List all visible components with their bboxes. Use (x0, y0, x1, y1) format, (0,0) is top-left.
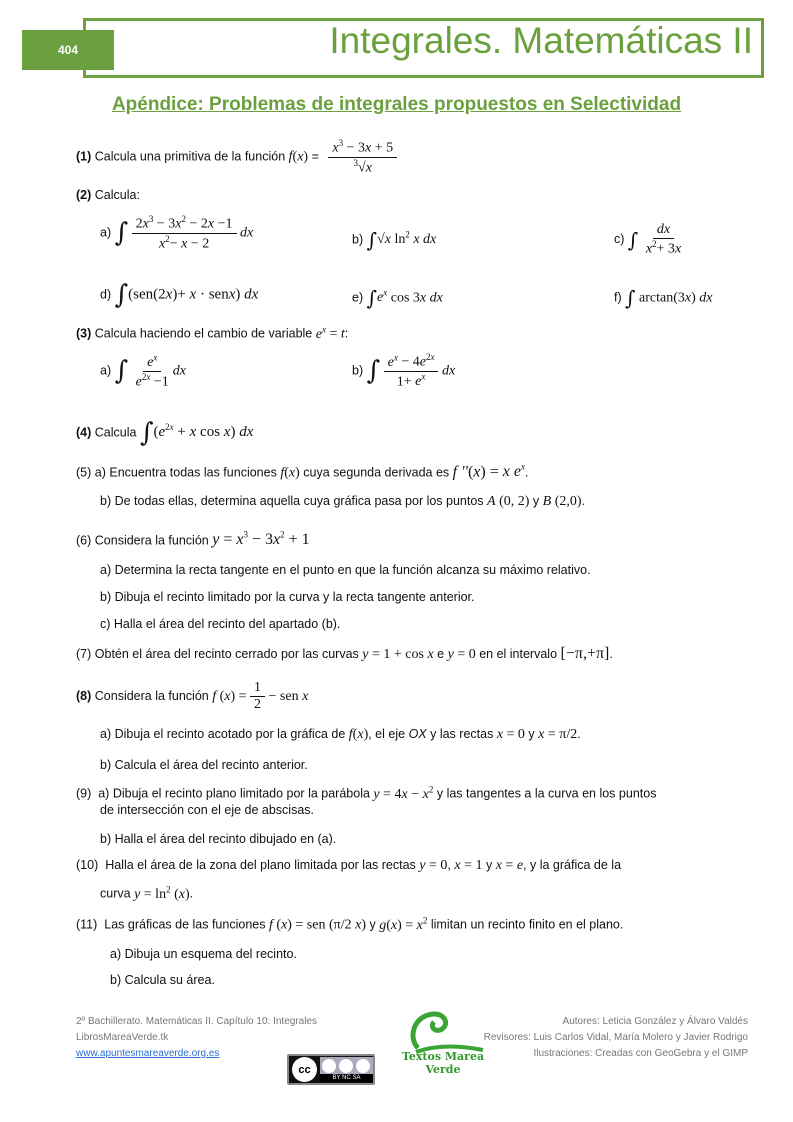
problem-2: (2) Calcula: (76, 188, 140, 202)
nc-icon (339, 1059, 353, 1073)
marea-verde-logo: Textos Marea Verde (388, 1008, 498, 1070)
problem-11: (11) Las gráficas de las funciones f (x) = sen (π/2 x) y $g(x) = x^2$ limitan un recinto finito en el plano. (76, 915, 624, 933)
problem-3a: a) ∫ $\frac{e^x}{e^{2x} -1}$ dx (100, 352, 186, 390)
problem-2d: d) ∫(sen(2x)+ x · senx) dx (100, 280, 259, 310)
problem-9a: (9) a) Dibuja el recinto plano limitado por la parábola $y = 4x - x^2$ y las tangentes a la curva en los puntos (76, 784, 657, 802)
problem-11a: a) Dibuja un esquema del recinto. (110, 947, 297, 961)
problem-10-cont: curva $y = \ln^2 (x)$. (100, 884, 194, 902)
cc-license-badge: cc BY NC SA (287, 1054, 375, 1085)
problem-6b: b) Dibuja el recinto limitado por la curva y la recta tangente anterior. (100, 590, 475, 604)
section-title: Apéndice: Problemas de integrales propuestos en Selectividad (111, 94, 682, 115)
problem-6a: a) Determina la recta tangente en el punto en que la función alcanza su máximo relativo. (100, 563, 591, 577)
problem-2b: b) ∫√x $\ln^2 x$ dx (352, 228, 437, 252)
by-icon (322, 1059, 336, 1073)
problem-4: (4) Calcula $\int(e^{2x} + x$ cos x) dx (76, 418, 254, 448)
website-link[interactable]: www.apuntesmareaverde.org.es (76, 1048, 220, 1059)
problem-10: (10) Halla el área de la zona del plano limitada por las rectas y = 0, x = 1 y x = e, y la gráfica de la (76, 858, 622, 873)
problem-6c: c) Halla el área del recinto del apartado (b). (100, 617, 341, 631)
problem-1: (1) Calcula una primitiva de la función f(x) = $\frac{x^3 - 3x + 5}{^3√x}$ (76, 138, 397, 176)
sa-icon (356, 1059, 370, 1073)
problem-6: (6) Considera la función $y = x^3 - 3x^2 + 1$ (76, 530, 310, 549)
problem-2e: e) $\int e^x$ cos 3x dx (352, 286, 443, 310)
problem-2a: a) ∫ $\frac{2x^3 - 3x^2 - 2x -1}{x^2- x - 2}$ dx (100, 214, 254, 252)
problem-3b: b) ∫ $\frac{e^x - 4e^{2x}}{1+ e^x}$ dx (352, 352, 456, 390)
problem-5b: b) De todas ellas, determina aquella cuya gráfica pasa por los puntos A (0, 2) y B (2,0). (100, 494, 586, 509)
problem-11b: b) Calcula su área. (110, 973, 215, 987)
problem-8a: a) Dibuja el recinto acotado por la gráfica de f(x), el eje OX y las rectas x = 0 y x = π/2. (100, 727, 581, 742)
problem-9a-cont: de intersección con el eje de abscisas. (100, 803, 315, 817)
page-title: Integrales. Matemáticas II (329, 20, 753, 61)
footer-right: Autores: Leticia González y Álvaro Valdés Revisores: Luis Carlos Vidal, María Molero y Javier Rodrigo Ilustraciones: Creadas con GeoGebra y el GIMP (483, 1016, 748, 1059)
footer-left: 2º Bachillerato. Matemáticas II. Capítulo 10: Integrales LibrosMareaVerde.tk www.apuntesmareaverde.org.es (76, 1016, 317, 1059)
problem-7: (7) Obtén el área del recinto cerrado por las curvas y = 1 + cos x e y = 0 en el intervalo [−π,+π]. (76, 645, 613, 662)
problem-9b: b) Halla el área del recinto dibujado en (a). (100, 832, 337, 846)
page-number-badge: 404 (22, 30, 114, 70)
problem-8: (8) Considera la función f (x) = $\frac{1}{2}$ − sen x (76, 680, 309, 712)
cc-icon: cc (292, 1057, 317, 1082)
problem-2c: c) ∫ $\frac{dx}{x^2+ 3x}$ (614, 222, 682, 257)
problem-8b: b) Calcula el área del recinto anterior. (100, 758, 308, 772)
problem-2f: f) ∫ arctan(3x) dx (614, 286, 713, 310)
problem-3: (3) Calcula haciendo el cambio de variable $e^x = t$: (76, 324, 349, 342)
problem-5a: (5) a) Encuentra todas las funciones f(x) cuya segunda derivada es f ''(x) = x $e^x$. (76, 462, 529, 481)
